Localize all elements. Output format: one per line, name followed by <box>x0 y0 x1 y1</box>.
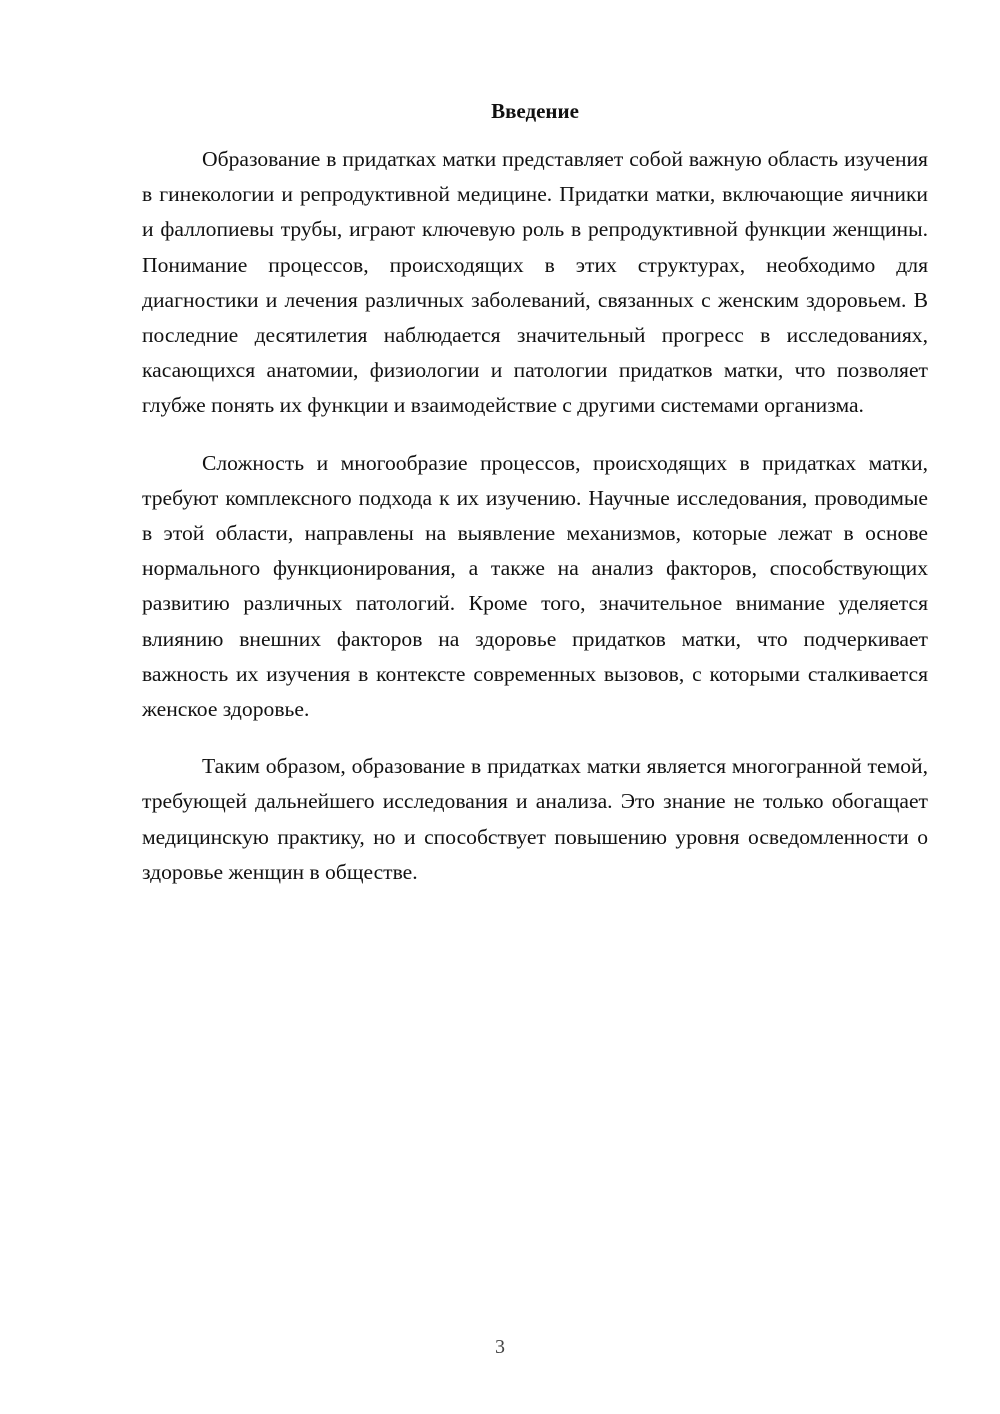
body-text <box>142 142 928 890</box>
section-title: Введение <box>491 99 579 123</box>
page-number: 3 <box>495 1336 505 1358</box>
paragraph-1: Образование в придатках матки представляет собой важную область изучения в гинекологии и репродуктивной медицине. Придатки матки, включающие яичники и фаллопиевы трубы, играют ключевую роль в репродуктивной функции женщины. Понимание процессов, происходящих в этих структурах, необходимо для диагностики и лечения различных заболеваний, связанных с женским здоровьем. В последние десятилетия наблюдается значительный прогресс в исследованиях, касающихся анатомии, физиологии и патологии придатков матки, что позволяет глубже понять их функции и взаимодействие с другими системами организма. <box>142 147 928 418</box>
paragraph-3: Таким образом, образование в придатках матки является многогранной темой, требующей дальнейшего исследования и анализа. Это знание не только обогащает медицинскую практику, но и способствует повышению уровня осведомленности о здоровье женщин в обществе. <box>142 754 928 884</box>
paragraph-2: Сложность и многообразие процессов, происходящих в придатках матки, требуют комплексного подхода к их изучению. Научные исследования, проводимые в этой области, направлены на выявление механизмов, которые лежат в основе нормального функционирования, а также на анализ факторов, способствующих развитию различных патологий. Кроме того, значительное внимание уделяется влиянию внешних факторов на здоровье придатков матки, что подчеркивает важность их изучения в контексте современных вызовов, с которыми сталкивается женское здоровье. <box>142 450 928 722</box>
